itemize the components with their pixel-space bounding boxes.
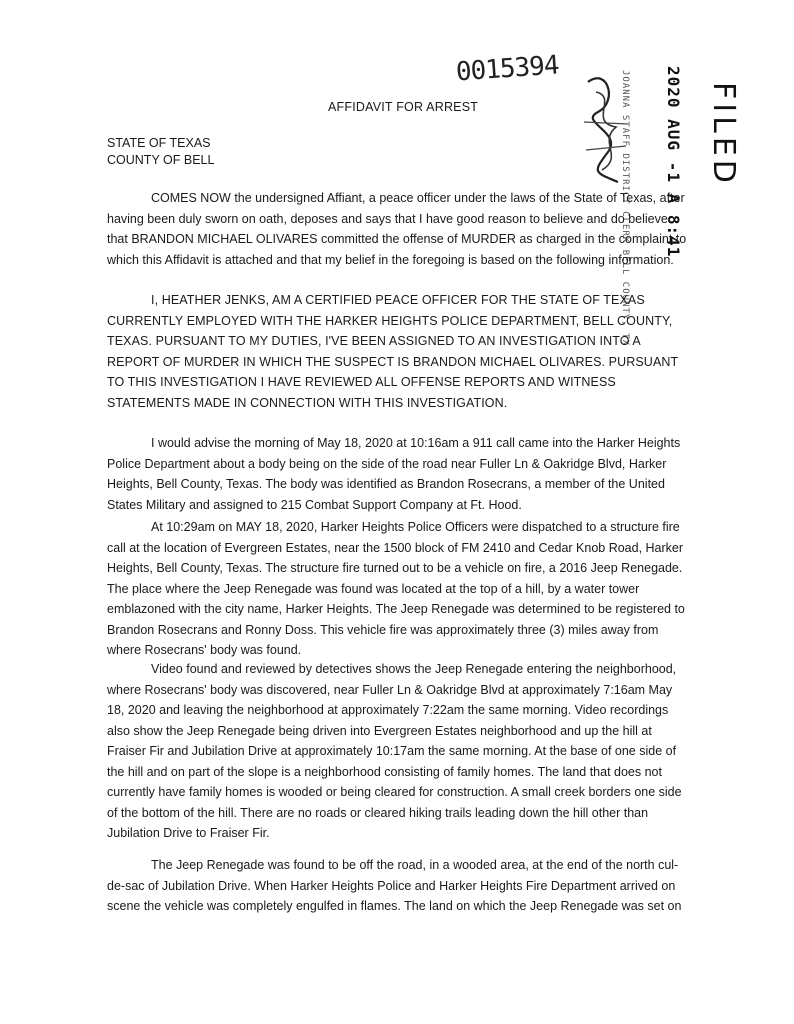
signature-scribble-icon [578, 62, 644, 188]
filed-stamp: FILED [706, 82, 741, 187]
case-number: 0015394 [455, 50, 560, 88]
paragraph-3-text: I would advise the morning of May 18, 2020 at 10:16am a 911 call came into the Harker Heights Police Department about a body being on the side of the road near Fuller Ln & Oakridge Blvd, Harker Heights, Bell County, Texas. The body was identified as Brandon Rosecrans, a member of the United States Military and assigned to 215 Combat Support Company at Ft. Hood. [107, 436, 681, 512]
paragraph-1 [107, 188, 691, 270]
venue-block [107, 135, 214, 169]
paragraph-4-text: At 10:29am on MAY 18, 2020, Harker Heights Police Officers were dispatched to a structure fire call at the location of Evergreen Estates, near the 1500 block of FM 2410 and Cedar Knob Road, Harker Heights, Bell County, Texas. The structure fire turned out to be a vehicle on fire, a 2016 Jeep Renegade. The place where the Jeep Renegade was found was located at the top of a hill, by a water tower emblazoned with the city name, Harker Heights. The Jeep Renegade was determined to be registered to Brandon Rosecrans and Ronny Doss. This vehicle fire was approximately three (3) miles away from where Rosecrans' body was found. [107, 520, 685, 657]
paragraph-2 [107, 290, 691, 413]
paragraph-5-text: Video found and reviewed by detectives shows the Jeep Renegade entering the neighborhood, where Rosecrans' body was discovered, near Fuller Ln & Oakridge Blvd at approximately 7:16am May 18, 2020 and leaving the neighborhood at approximately 7:22am the same morning. Video recordings also show the Jeep Renegade being driven into Evergreen Estates neighborhood and up the hill at Fraiser Fir and Jubilation Drive at approximately 10:17am the same morning. At the base of one side of the hill and on part of the slope is a neighborhood consisting of family homes. The land that does not currently have family homes is wooded or being cleared for construction. A small creek borders one side of the bottom of the hill. There are no roads or cleared hiking trails leading down the hill other than Jubilation Drive to Fraiser Fir. [107, 662, 682, 840]
paragraph-5 [107, 659, 691, 844]
document-title: AFFIDAVIT FOR ARREST [328, 100, 479, 114]
paragraph-3 [107, 433, 691, 515]
paragraph-6 [107, 855, 691, 917]
clerk-stamp-text: JOANNA STAFF DISTRICT CLERK BELL COUNTY, TX [620, 70, 630, 346]
paragraph-1-text: COMES NOW the undersigned Affiant, a peace officer under the laws of the State of Texas, after having been duly sworn on oath, deposes and says that I have good reason to believe and do believe that BRANDON MICHAEL OLIVARES committed the offense of MURDER as charged in the complaint to which this Affidavit is attached and that my belief in the foregoing is based on the following information. [107, 191, 687, 267]
county-line: COUNTY OF BELL [107, 153, 215, 167]
filed-date-stamp: 2020 AUG -1 A 8:41 [664, 66, 683, 258]
paragraph-6-text: The Jeep Renegade was found to be off the road, in a wooded area, at the end of the north cul-de-sac of Jubilation Drive. When Harker Heights Police and Harker Heights Fire Department arrived on scene the vehicle was completely engulfed in flames. The land on which the Jeep Renegade was set on [107, 858, 682, 913]
paragraph-2-text: I, HEATHER JENKS, AM A CERTIFIED PEACE OFFICER FOR THE STATE OF TEXAS CURRENTLY EMPLOYED WITH THE HARKER HEIGHTS POLICE DEPARTMENT, BELL COUNTY, TEXAS. PURSUANT TO MY DUTIES, I'VE BEEN ASSIGNED TO AN INVESTIGATION INTO A REPORT OF MURDER IN WHICH THE SUSPECT IS BRANDON MICHAEL OLIVARES. PURSUANT TO THIS INVESTIGATION I HAVE REVIEWED ALL OFFENSE REPORTS AND WITNESS STATEMENTS MADE IN CONNECTION WITH THIS INVESTIGATION. [107, 293, 679, 410]
paragraph-4 [107, 517, 691, 661]
state-line: STATE OF TEXAS [107, 136, 211, 150]
